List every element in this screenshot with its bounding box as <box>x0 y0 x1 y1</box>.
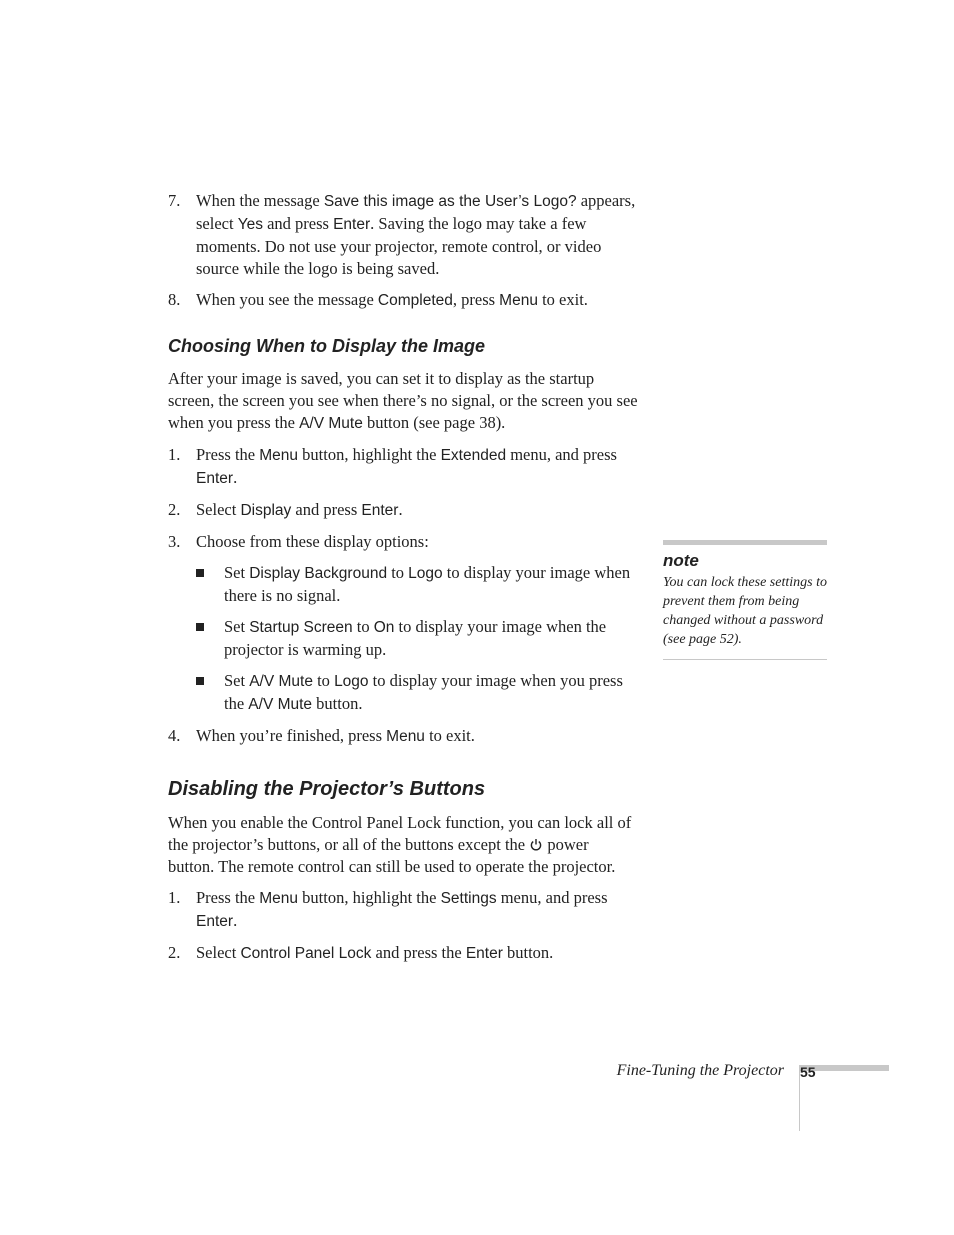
ui-term: Logo <box>334 673 369 690</box>
square-bullet-icon <box>196 677 204 685</box>
footer-chapter-title: Fine-Tuning the Projector <box>616 1062 784 1079</box>
square-bullet-icon <box>196 623 204 631</box>
intro-paragraph: After your image is saved, you can set it to display as the startup screen, the screen you see when there’s no signal, or the screen you see when you press the A/V Mute button (see page 38). <box>168 369 638 432</box>
step-number: 4. <box>168 726 181 745</box>
step-8: 8. When you see the message Completed, press Menu to exit. <box>168 290 588 309</box>
ui-term: Enter <box>361 502 399 519</box>
ui-term: Extended <box>440 447 507 464</box>
step-7: 7. When the message Save this image as the User’s Logo? appears, select Yes and press Enter. Saving the logo may take a few moments. Do not use your projector, remote control, or video source while the logo is being saved. <box>168 191 636 278</box>
bullet-item: Set A/V Mute to Logo to display your image when you press the A/V Mute button. <box>168 670 638 716</box>
ui-term: Settings <box>440 890 497 907</box>
step-number: 1. <box>168 445 181 464</box>
ui-term: Menu <box>499 292 538 309</box>
note-box <box>663 540 827 660</box>
page-number: 55 <box>800 1064 816 1080</box>
ui-term: Enter <box>196 470 234 487</box>
disable-step-2: 2. Select Control Panel Lock and press the Enter button. <box>168 943 554 962</box>
step-number: 3. <box>168 532 181 551</box>
step-number: 7. <box>168 191 181 210</box>
step-3: 3. Choose from these display options: <box>168 532 429 551</box>
section-paragraph: When you enable the Control Panel Lock function, you can lock all of the projector’s buttons, or all of the buttons except the power button. The remote control can still be used to operate the projector. <box>168 813 632 876</box>
subsection-heading: Choosing When to Display the Image <box>168 336 486 356</box>
square-bullet-icon <box>196 569 204 577</box>
bullet-item: Set Startup Screen to On to display your image when the projector is warming up. <box>168 616 638 661</box>
disable-step-1: 1. Press the Menu button, highlight the Settings menu, and press Enter. <box>168 888 608 930</box>
ui-term: On <box>373 619 395 636</box>
ui-term: Menu <box>259 447 299 464</box>
ui-term: Enter <box>333 216 371 233</box>
step-number: 1. <box>168 888 181 907</box>
main-content <box>168 190 638 974</box>
ui-term: Logo <box>408 565 443 582</box>
ui-term: Startup Screen <box>249 619 353 636</box>
step-2: 2. Select Display and press Enter. <box>168 500 403 519</box>
ui-term: Enter <box>465 945 503 962</box>
ui-term: Save this image as the User’s Logo? <box>323 193 577 210</box>
section-heading: Disabling the Projector’s Buttons <box>168 778 486 800</box>
note-text: You can lock these settings to prevent them from being changed without a password (see page 52). <box>663 573 827 660</box>
step-1: 1. Press the Menu button, highlight the Extended menu, and press Enter. <box>168 445 617 487</box>
ui-term: Menu <box>386 728 425 745</box>
ui-term: Menu <box>259 890 299 907</box>
ui-term: Yes <box>237 216 263 233</box>
ui-term: A/V Mute <box>248 696 313 713</box>
ui-term: Display Background <box>249 565 388 582</box>
note-title: note <box>663 551 699 570</box>
bullet-item: Set Display Background to Logo to display your image when there is no signal. <box>168 562 638 607</box>
power-icon <box>530 838 542 851</box>
step-number: 2. <box>168 500 181 519</box>
ui-term: Display <box>240 502 292 519</box>
ui-term: A/V Mute <box>249 673 313 690</box>
ui-term: Enter <box>196 913 234 930</box>
note-top-rule <box>663 540 827 545</box>
ui-term: A/V Mute <box>299 415 363 432</box>
ui-term: Completed <box>377 292 453 309</box>
footer-divider <box>799 1071 800 1131</box>
step-number: 2. <box>168 943 181 962</box>
step-number: 8. <box>168 290 181 309</box>
ui-term: Control Panel Lock <box>240 945 372 962</box>
step-4: 4. When you’re finished, press Menu to exit. <box>168 726 475 745</box>
